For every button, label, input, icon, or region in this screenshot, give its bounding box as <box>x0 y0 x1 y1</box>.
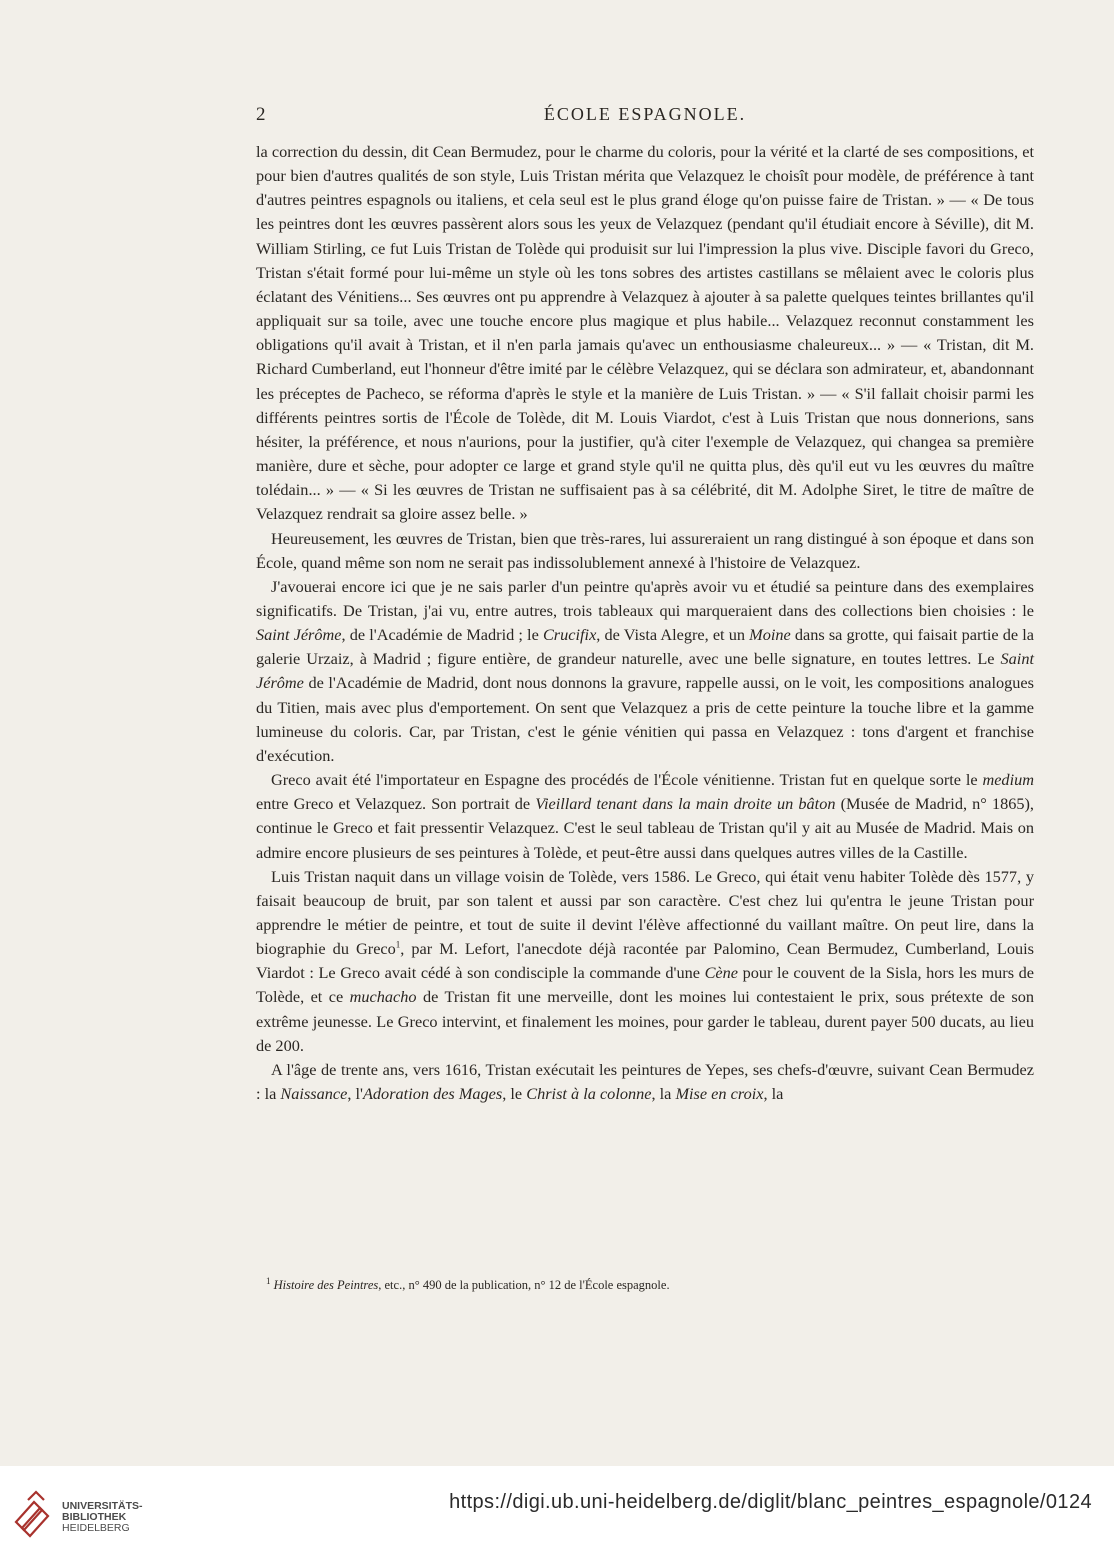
running-title: ÉCOLE ESPAGNOLE. <box>543 104 747 124</box>
footnote-ref: 1 <box>395 939 401 950</box>
italic-title: Naissance <box>280 1084 348 1104</box>
footnote: $^1$ Histoire des Peintres, etc., n° 490 de la publication, n° 12 de l'École espagnole. <box>266 1275 670 1292</box>
italic-title: Moine <box>749 625 791 645</box>
paragraph: Luis Tristan naquit dans un village voisin de Tolède, vers 1586. Le Greco, qui était venu habiter Tolède dès 1577, y faisait beaucoup de bruit, par son talent et aussi par son caractère. C'est chez lui qu'entra le jeune Tristan pour apprendre le métier de peintre, et tout de suite il devint l'élève affectionné du vaillant maître. On peut lire, dans la biographie du Greco$^1$, par M. Lefort, l'anecdote déjà racontée par Palomino, Cean Bermudez, Cumberland, Louis Viardot : Le Greco avait cédé à son condisciple la commande d'une Cène pour le couvent de la Sisla, hors les murs de Tolède, et ce muchacho de Tristan fit une merveille, dont les moines lui contestaient le prix, sous prétexte de son extrême jeunesse. Le Greco intervint, et finalement les moines, pour garder le tableau, durent payer 500 ducats, au lieu de 200. <box>256 866 1034 1055</box>
paragraph: Greco avait été l'importateur en Espagne des procédés de l'École vénitienne. Tristan fut en quelque sorte le medium entre Greco et Velazquez. Son portrait de Vieillard tenant dans la main droite un bâton (Musée de Madrid, n° 1865), continue le Greco et fait pressentir Velazquez. C'est le seul tableau de Tristan qu'il y ait au Musée de Madrid. Mais on admire encore plusieurs de ses peintures à Tolède, et peut-être aussi dans quelques autres villes de la Castille. <box>256 770 1034 862</box>
italic-title: Saint Jérôme <box>256 625 342 645</box>
library-logo-icon <box>12 1488 54 1540</box>
page-number: 2 <box>256 104 266 125</box>
italic-title: Crucifix <box>542 625 597 645</box>
italic-title: Histoire des Peintres <box>273 1278 379 1292</box>
italic-title: Adoration des Mages <box>362 1084 503 1104</box>
paragraph: A l'âge de trente ans, vers 1616, Tristan exécutait les peintures de Yepes, ses chefs-d'œuvre, suivant Cean Bermudez : la Naissance, l'Adoration des Mages, le Christ à la colonne, la Mise en croix, la <box>256 1059 1034 1104</box>
italic-title: medium <box>982 770 1034 790</box>
paragraph: la correction du dessin, dit Cean Bermudez, pour le charme du coloris, pour la vérité et la clarté de ses compositions, et pour bien d'autres qualités de son style, Luis Tristan mérita que Velazquez le choisît pour modèle, de préférence à tant d'autres peintres espagnols ou italiens, et cela seul est le plus grand éloge qu'on puisse faire de Tristan. » — « De tous les peintres dont les œuvres passèrent alors sous les yeux de Velazquez (pendant qu'il étudiait encore à Séville), dit M. William Stirling, ce fut Luis Tristan de Tolède qui produisit sur lui l'impression la plus vive. Disciple favori du Greco, Tristan s'était formé pour lui-même un style où les tons sobres des artistes castillans se mêlaient avec le coloris plus éclatant des Vénitiens... Ses œuvres ont pu apprendre à Velazquez à ajouter à sa palette quelques teintes brillantes qu'il appliquait sur sa toile, avec une touche encore plus magique et plus habile... Velazquez reconnut constamment les obligations qu'il avait à Tristan, et il n'en parla jamais qu'avec un enthousiasme chaleureux... » — « Tristan, dit M. Richard Cumberland, eut l'honneur d'être imité par le célèbre Velazquez, qui se déclara son admirateur, et, abandonnant les préceptes de Pacheco, se réforma d'après le style et la manière de Luis Tristan. » — « S'il fallait choisir parmi les différents peintres sortis de l'École de Tolède, dit M. Louis Viardot, c'est à Luis Tristan que nous donnerions, sans hésiter, la préférence, et nous n'aurions, pour la justifier, qu'à citer l'exemple de Velazquez, qui changea sa première manière, dure et sèche, pour adopter ce large et grand style qu'il ne quitta plus, dès qu'il eut vu les œuvres du maître tolédain... » — « Si les œuvres de Tristan ne suffisaient pas à sa célébrité, dit M. Adolphe Siret, le titre de maître de Velazquez rendrait sa gloire assez belle. » <box>256 142 1034 524</box>
paragraph: Heureusement, les œuvres de Tristan, bien que très-rares, lui assureraient un rang distingué à son époque et dans son École, quand même son nom ne serait pas indissolublement annexé à l'histoire de Velazquez. <box>256 528 1034 572</box>
italic-title: Vieillard tenant dans la main droite un bâton <box>535 794 836 814</box>
italic-title: Christ à la colonne <box>526 1084 652 1104</box>
institution-name <box>62 1501 143 1534</box>
page-header <box>256 104 1034 128</box>
italic-title: Mise en croix <box>675 1084 764 1104</box>
institution-line: HEIDELBERG <box>62 1522 130 1534</box>
body-text <box>256 140 1034 1106</box>
institution-line: UNIVERSITÄTS- <box>62 1500 143 1512</box>
library-footer <box>0 1466 1114 1561</box>
italic-title: muchacho <box>349 987 417 1007</box>
institution-line: BIBLIOTHEK <box>62 1511 127 1523</box>
footnote-marker: 1 <box>266 1275 271 1286</box>
source-url-link[interactable]: https://digi.ub.uni-heidelberg.de/diglit/blanc_peintres_espagnole/0124 <box>449 1491 1092 1513</box>
italic-title: Cène <box>704 963 739 983</box>
paragraph: J'avouerai encore ici que je ne sais parler d'un peintre qu'après avoir vu et étudié sa peinture dans des exemplaires significatifs. De Tristan, j'ai vu, entre autres, trois tableaux qui marqueraient dans des collections bien choisies : le Saint Jérôme, de l'Académie de Madrid ; le Crucifix, de Vista Alegre, et un Moine dans sa grotte, qui faisait partie de la galerie Urzaiz, à Madrid ; figure entière, de grandeur naturelle, avec une belle signature, en toutes lettres. Le Saint Jérôme de l'Académie de Madrid, dont nous donnons la gravure, rappelle aussi, on le voit, les compositions analogues du Titien, mais avec plus d'emportement. On sent que Velazquez a pris de cette peinture la touche libre et la gamme lumineuse du coloris. Car, par Tristan, c'est le génie vénitien qui passa en Velazquez : tons d'argent et franchise d'exécution. <box>256 576 1035 765</box>
italic-title: Saint Jérôme <box>256 649 1034 693</box>
